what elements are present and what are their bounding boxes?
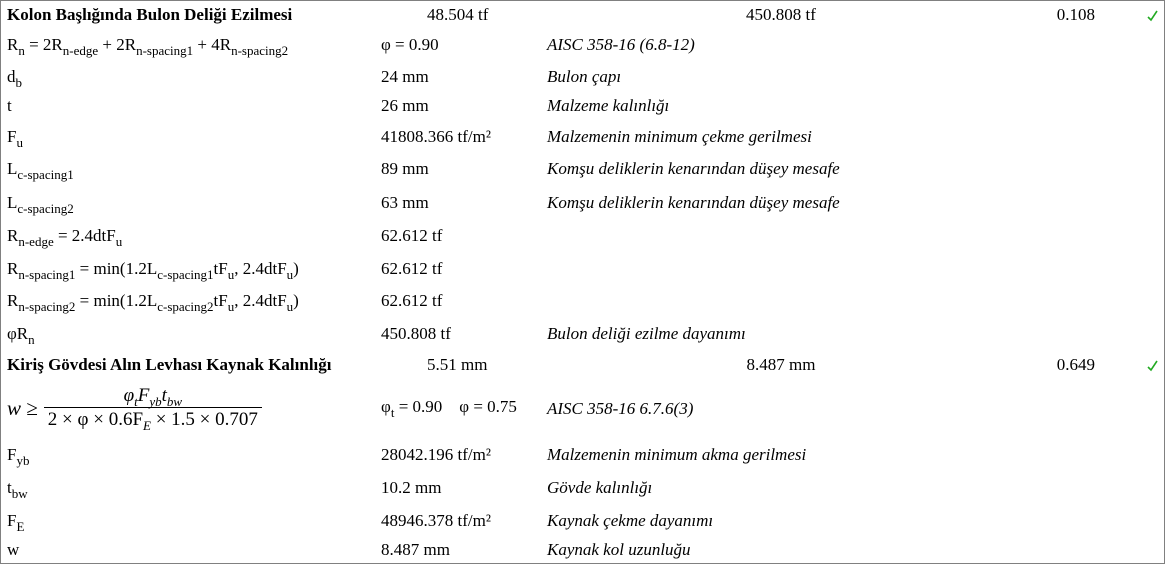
value: 62.612 tf xyxy=(381,291,443,310)
value: 26 mm xyxy=(381,96,429,115)
description: Bulon çapı xyxy=(547,67,622,86)
symbol: $\varphi R_n$ xyxy=(7,324,35,347)
value: 62.612 tf xyxy=(381,226,443,245)
section1-ratio: 0.108 xyxy=(1056,5,1095,24)
symbol: $R_{n-edge} = 2.4dtF_u$ xyxy=(7,226,123,249)
formula-fraction xyxy=(44,385,262,432)
symbol: t xyxy=(7,96,12,115)
symbol: $L_{c-spacing2}$ xyxy=(7,193,74,216)
phi-factors: $\varphi_t = 0.90$ φ = 0.75 xyxy=(381,397,517,420)
symbol: $R_n = 2R_{n-edge} + 2R_{n-spacing1} + 4R_{n-spacing2}$ xyxy=(7,35,289,58)
symbol: $L_{c-spacing1}$ xyxy=(7,159,74,182)
value: 89 mm xyxy=(381,159,429,178)
formula-lhs: w ≥ xyxy=(7,396,38,421)
section2-demand: 5.51 mm xyxy=(427,355,488,374)
symbol: $F_E$ xyxy=(7,511,25,534)
description: Malzeme kalınlığı xyxy=(547,96,670,115)
weld-formula xyxy=(7,383,262,432)
symbol: $t_{bw}$ xyxy=(7,478,28,501)
symbol: $R_{n-spacing1} = \min(1.2L_{c-spacing1}tF_u$, 2.4dtF$_u$) xyxy=(7,259,299,282)
symbol: $F_{yb}$ xyxy=(7,445,30,468)
formula-numerator: $\varphi_tF_{yb}t_{bw}$ xyxy=(123,384,183,409)
value: φ = 0.90 xyxy=(381,35,439,54)
symbol: w xyxy=(7,540,20,559)
description: Malzemenin minimum akma gerilmesi xyxy=(547,445,807,464)
symbol: $d_b$ xyxy=(7,67,22,90)
value: 450.808 tf xyxy=(381,324,451,343)
value: 48946.378 tf/m² xyxy=(381,511,491,530)
description: Kaynak çekme dayanımı xyxy=(547,511,714,530)
description: Malzemenin minimum çekme gerilmesi xyxy=(547,127,812,146)
formula-reference: AISC 358-16 6.7.6(3) xyxy=(547,399,694,418)
check-icon xyxy=(1147,359,1159,373)
section2-ratio: 0.649 xyxy=(1056,355,1095,374)
symbol: $R_{n-spacing2} = \min(1.2L_{c-spacing2}tF_u$, 2.4dtF$_u$) xyxy=(7,291,299,314)
value: 24 mm xyxy=(381,67,429,86)
value: 28042.196 tf/m² xyxy=(381,445,491,464)
symbol: $F_u$ xyxy=(7,127,23,150)
section2-title: Kiriş Gövdesi Alın Levhası Kaynak Kalınlığı xyxy=(7,355,332,374)
section2-capacity: 8.487 mm xyxy=(746,355,816,374)
description: Kaynak kol uzunluğu xyxy=(547,540,691,559)
value: 41808.366 tf/m² xyxy=(381,127,491,146)
section1-capacity: 450.808 tf xyxy=(746,5,816,24)
check-icon xyxy=(1147,9,1159,23)
formula-denominator: $2 \times \varphi \times 0.6F_E \times 1.5 \times 0.707$ xyxy=(44,407,262,432)
description: Komşu deliklerin kenarından düşey mesafe xyxy=(547,159,840,178)
value: 63 mm xyxy=(381,193,429,212)
description: Gövde kalınlığı xyxy=(547,478,653,497)
section1-title: Kolon Başlığında Bulon Deliği Ezilmesi xyxy=(7,5,293,24)
value: 10.2 mm xyxy=(381,478,442,497)
weld-formula-row xyxy=(1,379,1164,435)
value: 62.612 tf xyxy=(381,259,443,278)
description: AISC 358-16 (6.8-12) xyxy=(547,35,695,54)
value: 8.487 mm xyxy=(381,540,450,559)
description: Bulon deliği ezilme dayanımı xyxy=(547,324,746,343)
description: Komşu deliklerin kenarından düşey mesafe xyxy=(547,193,840,212)
section1-demand: 48.504 tf xyxy=(427,5,489,24)
